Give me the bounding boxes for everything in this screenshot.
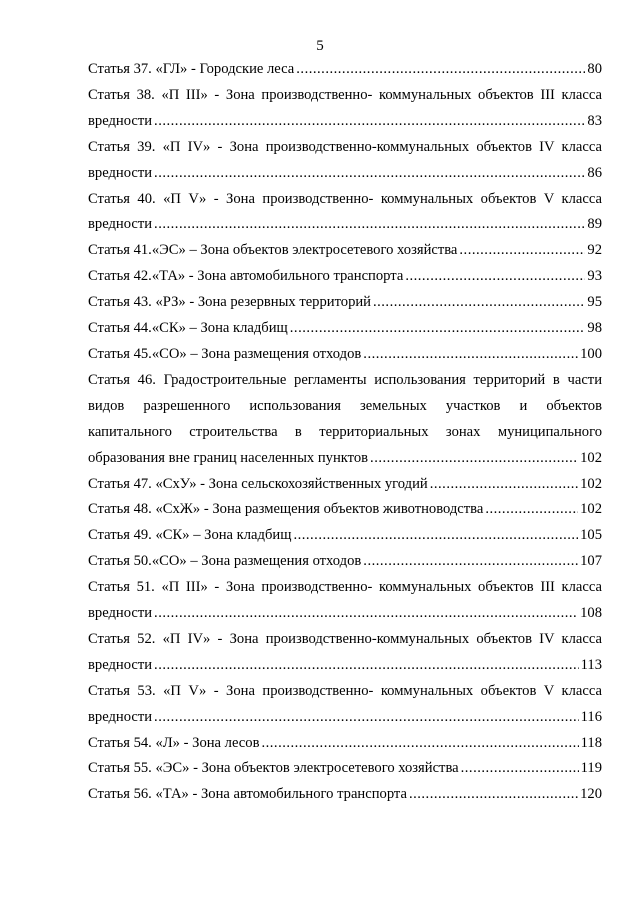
- toc-entry[interactable]: [88, 342, 602, 368]
- toc-entry-leader-line: [88, 497, 602, 523]
- toc-entry-line: Статья 38. «П III» - Зона производственно- коммунальных объектов III класса: [88, 86, 602, 103]
- dot-leader: [293, 523, 578, 549]
- toc-entry-page-number: 113: [580, 656, 602, 673]
- toc-entry-leader-line: [88, 109, 602, 135]
- toc-entry-leader-line: [88, 264, 602, 290]
- dot-leader: [261, 731, 578, 757]
- toc-entry-title: Статья 55. «ЭС» - Зона объектов электросетевого хозяйства: [88, 760, 459, 777]
- toc-entry-leader-line: [88, 523, 602, 549]
- toc-entry-page-number: 119: [580, 760, 602, 777]
- page-number: 5: [316, 38, 324, 54]
- toc-entry-page-number: 100: [580, 345, 602, 362]
- toc-entry-title: Статья 42.«ТА» - Зона автомобильного транспорта: [88, 268, 404, 285]
- dot-leader: [154, 109, 585, 135]
- toc-entry-page-number: 102: [580, 449, 602, 466]
- toc-entry-leader-line: [88, 549, 602, 575]
- dot-leader: [363, 549, 578, 575]
- toc-entry-title: образования вне границ населенных пунктов: [88, 449, 369, 466]
- toc-entry-leader-line: [88, 238, 602, 264]
- dot-leader: [485, 497, 578, 523]
- toc-entry-leader-line: [88, 290, 602, 316]
- toc-entry-title: Статья 45.«СО» – Зона размещения отходов: [88, 345, 362, 362]
- dot-leader: [154, 705, 579, 731]
- toc-entry-title: Статья 48. «СхЖ» - Зона размещения объектов животноводства: [88, 501, 484, 518]
- toc-entry-title: Статья 56. «ТА» - Зона автомобильного транспорта: [88, 786, 407, 803]
- table-of-contents: [88, 57, 602, 808]
- toc-entry-line: Статья 46. Градостроительные регламенты использования территорий в части: [88, 371, 602, 388]
- toc-entry-leader-line: [88, 756, 602, 782]
- toc-entry[interactable]: [88, 135, 602, 187]
- toc-entry-line: Статья 52. «П IV» - Зона производственно-коммунальных объектов IV класса: [88, 630, 602, 647]
- toc-entry[interactable]: [88, 264, 602, 290]
- toc-entry[interactable]: [88, 368, 602, 472]
- toc-entry[interactable]: [88, 679, 602, 731]
- toc-entry-leader-line: [88, 57, 602, 83]
- toc-entry[interactable]: [88, 575, 602, 627]
- dot-leader: [154, 212, 585, 238]
- dot-leader: [373, 290, 585, 316]
- toc-entry-page-number: 105: [580, 527, 602, 544]
- toc-entry-leader-line: [88, 446, 602, 472]
- dot-leader: [290, 316, 586, 342]
- dot-leader: [459, 238, 585, 264]
- toc-entry[interactable]: [88, 523, 602, 549]
- toc-entry[interactable]: [88, 549, 602, 575]
- toc-entry-page-number: 107: [580, 553, 602, 570]
- toc-entry-leader-line: [88, 653, 602, 679]
- dot-leader: [461, 756, 579, 782]
- toc-entry-title: Статья 49. «СК» – Зона кладбищ: [88, 527, 292, 544]
- toc-entry-title: вредности: [88, 656, 153, 673]
- toc-entry-title: Статья 44.«СК» – Зона кладбищ: [88, 320, 288, 337]
- toc-entry-line: Статья 51. «П III» - Зона производственно- коммунальных объектов III класса: [88, 579, 602, 596]
- toc-entry-leader-line: [88, 601, 602, 627]
- toc-entry-page-number: 108: [580, 605, 602, 622]
- toc-entry-line: видов разрешенного использования земельных участков и объектов: [88, 397, 602, 414]
- toc-entry-leader-line: [88, 316, 602, 342]
- toc-entry-line: Статья 39. «П IV» - Зона производственно-коммунальных объектов IV класса: [88, 138, 602, 155]
- toc-entry-title: Статья 43. «РЗ» - Зона резервных территорий: [88, 294, 371, 311]
- toc-entry-leader-line: [88, 342, 602, 368]
- dot-leader: [430, 472, 578, 498]
- toc-entry-page-number: 116: [580, 708, 602, 725]
- toc-entry-page-number: 86: [587, 164, 602, 181]
- toc-entry[interactable]: [88, 497, 602, 523]
- toc-entry[interactable]: [88, 83, 602, 135]
- toc-entry-page-number: 95: [587, 294, 602, 311]
- dot-leader: [154, 161, 585, 187]
- toc-entry-line: Статья 40. «П V» - Зона производственно- коммунальных объектов V класса: [88, 190, 602, 207]
- toc-entry-leader-line: [88, 731, 602, 757]
- toc-entry-line: Статья 53. «П V» - Зона производственно- коммунальных объектов V класса: [88, 682, 602, 699]
- toc-entry-page-number: 93: [587, 268, 602, 285]
- toc-entry-title: вредности: [88, 708, 153, 725]
- toc-entry[interactable]: [88, 472, 602, 498]
- toc-entry-title: Статья 54. «Л» - Зона лесов: [88, 734, 260, 751]
- dot-leader: [154, 653, 579, 679]
- toc-entry[interactable]: [88, 782, 602, 808]
- toc-entry[interactable]: [88, 756, 602, 782]
- toc-entry[interactable]: [88, 627, 602, 679]
- toc-entry[interactable]: [88, 316, 602, 342]
- dot-leader: [154, 601, 578, 627]
- toc-entry-leader-line: [88, 212, 602, 238]
- toc-entry-page-number: 118: [580, 734, 602, 751]
- toc-entry-page-number: 102: [580, 475, 602, 492]
- toc-entry-page-number: 92: [587, 242, 602, 259]
- dot-leader: [405, 264, 585, 290]
- toc-entry[interactable]: [88, 290, 602, 316]
- toc-entry[interactable]: [88, 238, 602, 264]
- toc-entry-title: вредности: [88, 112, 153, 129]
- toc-entry[interactable]: [88, 57, 602, 83]
- toc-entry-page-number: 120: [580, 786, 602, 803]
- toc-entry-line: капитального строительства в территориальных зонах муниципального: [88, 423, 602, 440]
- toc-entry-title: вредности: [88, 216, 153, 233]
- toc-entry-page-number: 83: [587, 112, 602, 129]
- toc-entry-leader-line: [88, 472, 602, 498]
- toc-entry-title: Статья 50.«СО» – Зона размещения отходов: [88, 553, 362, 570]
- toc-entry-title: Статья 37. «ГЛ» - Городские леса: [88, 61, 295, 77]
- toc-entry-leader-line: [88, 705, 602, 731]
- toc-entry-page-number: 102: [580, 501, 602, 518]
- toc-entry-title: Статья 41.«ЭС» – Зона объектов электросетевого хозяйства: [88, 242, 458, 259]
- dot-leader: [409, 782, 578, 808]
- toc-entry-leader-line: [88, 782, 602, 808]
- dot-leader: [363, 342, 578, 368]
- toc-entry-page-number: 98: [587, 320, 602, 337]
- toc-entry[interactable]: [88, 731, 602, 757]
- toc-entry-title: Статья 47. «СхУ» - Зона сельскохозяйственных угодий: [88, 475, 428, 492]
- toc-entry-page-number: 80: [587, 61, 602, 77]
- toc-entry-title: вредности: [88, 164, 153, 181]
- toc-entry-page-number: 89: [587, 216, 602, 233]
- toc-entry-leader-line: [88, 161, 602, 187]
- dot-leader: [296, 57, 585, 83]
- toc-entry-title: вредности: [88, 605, 153, 622]
- toc-entry[interactable]: [88, 187, 602, 239]
- dot-leader: [370, 446, 578, 472]
